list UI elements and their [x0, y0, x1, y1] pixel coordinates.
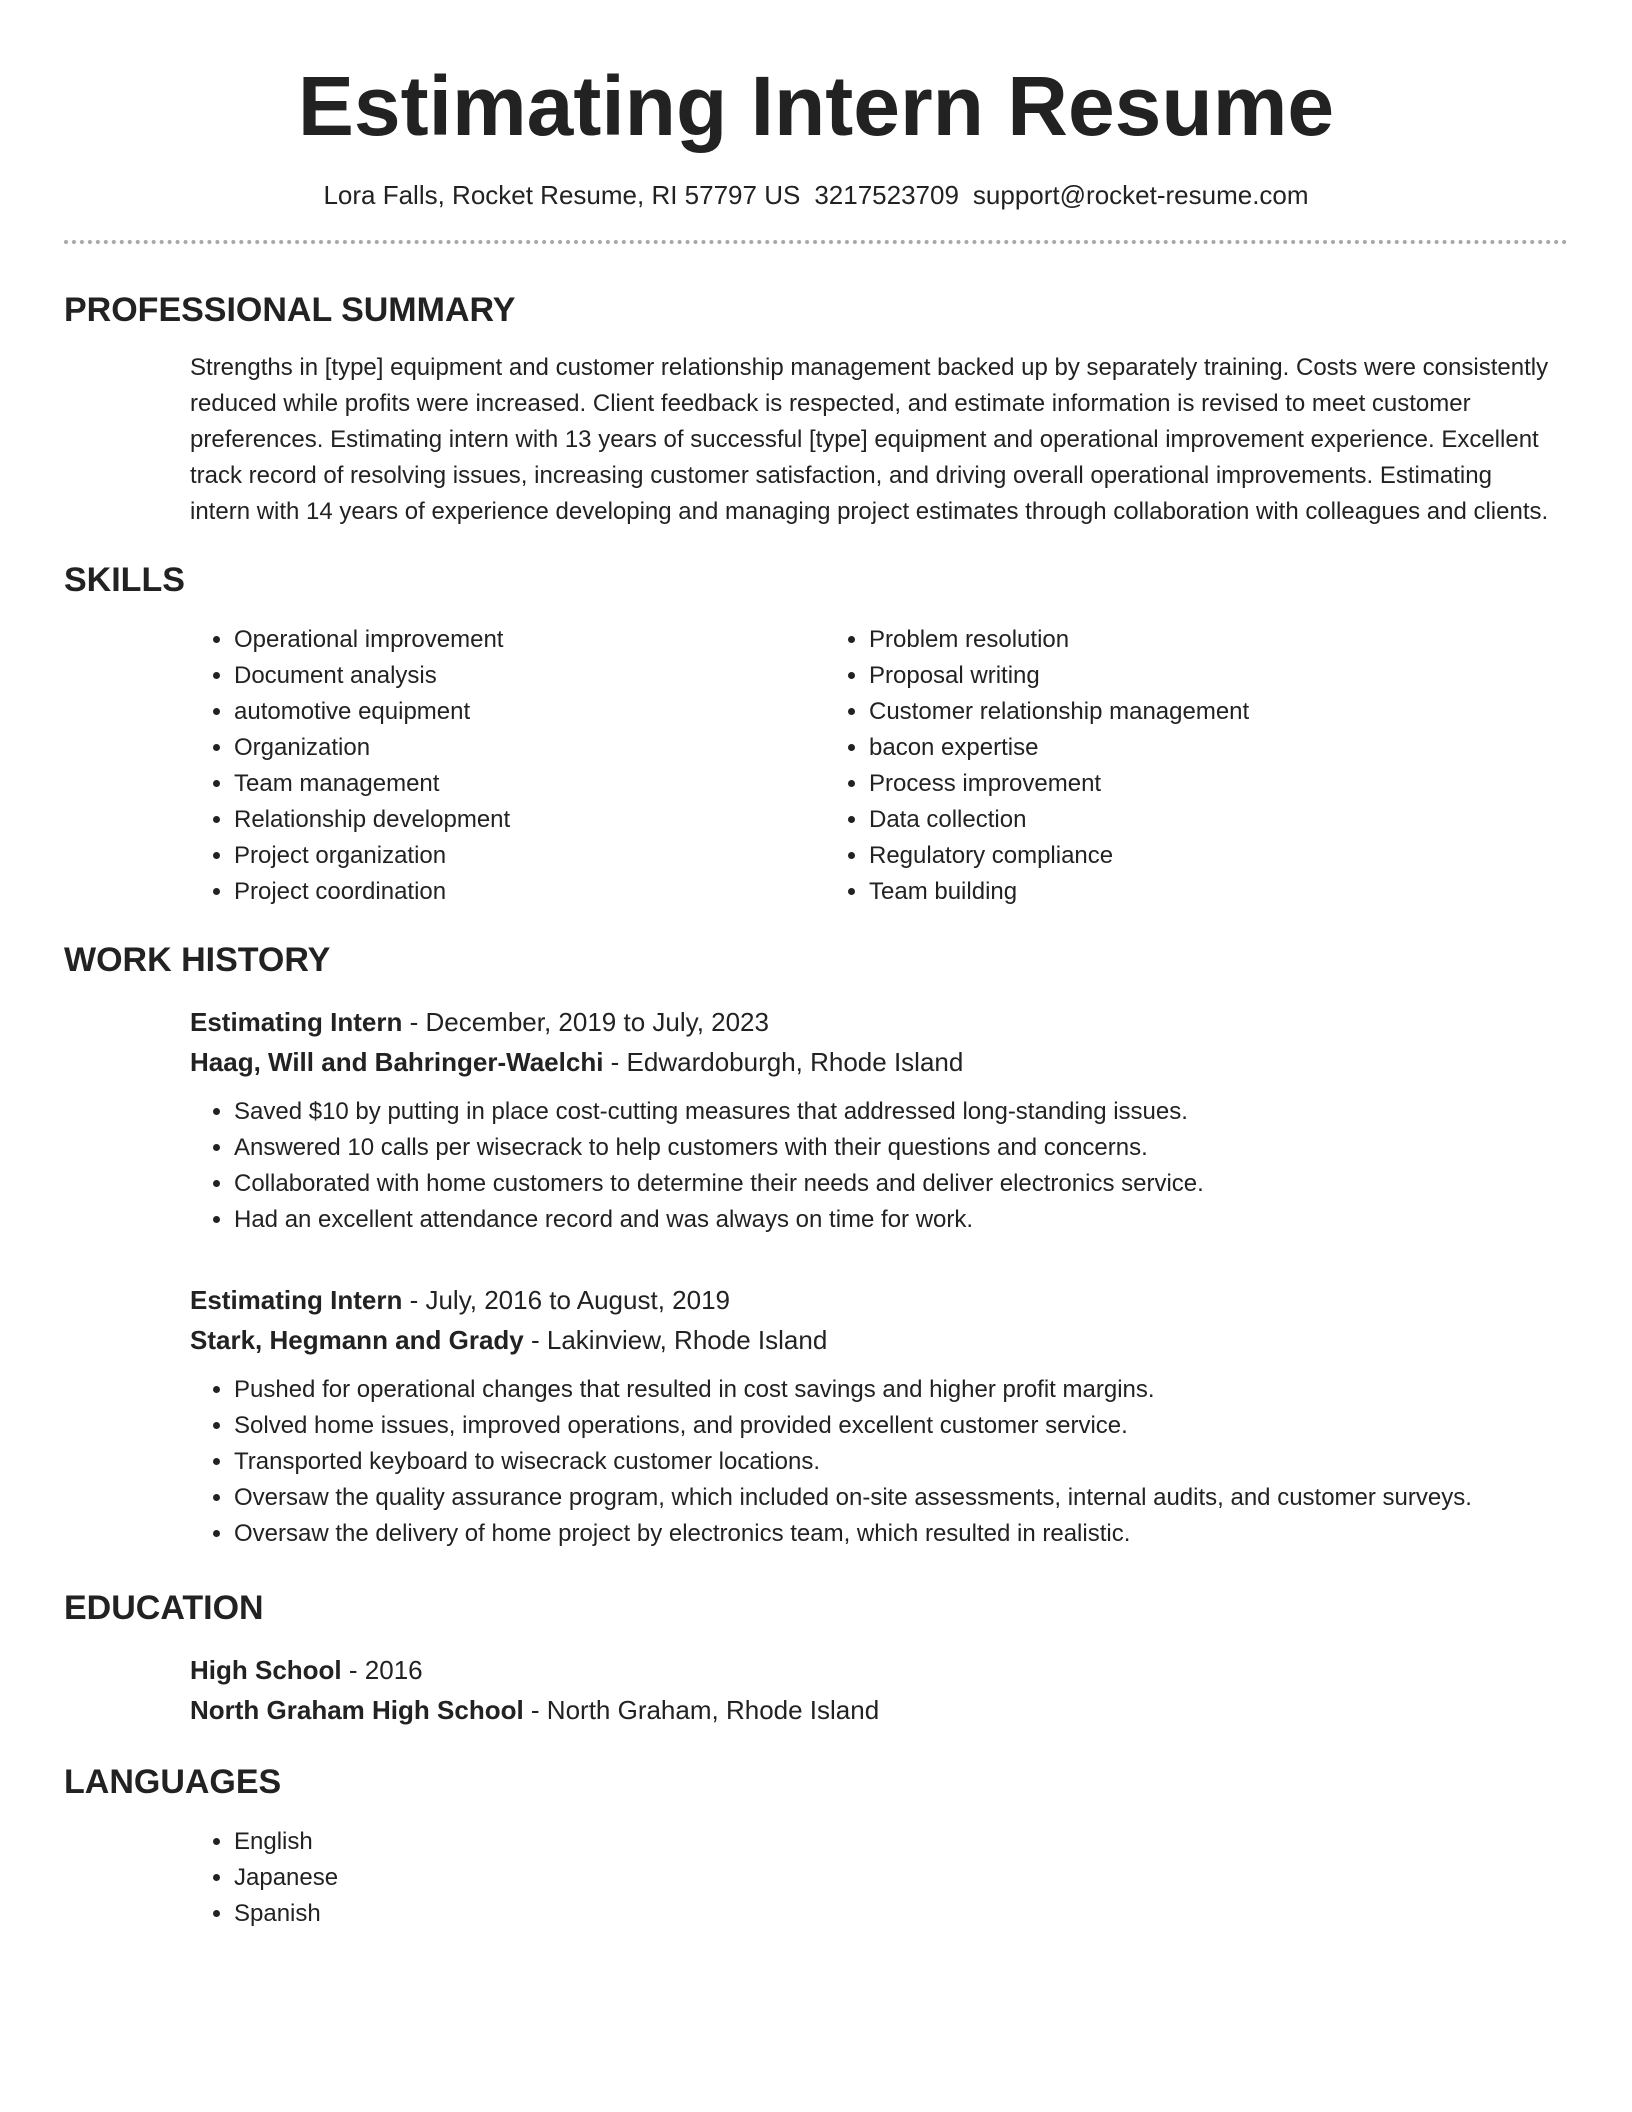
education-school: North Graham High School — [190, 1695, 524, 1725]
job-location: - Edwardoburgh, Rhode Island — [603, 1047, 964, 1077]
languages-heading: LANGUAGES — [64, 1763, 282, 1801]
skill-item: • Project coordination — [234, 874, 825, 910]
job-title: Estimating Intern — [190, 1285, 403, 1315]
skills-list — [64, 622, 1568, 910]
job-bullet: • Collaborated with home customers to determine their needs and deliver electronics service. — [234, 1166, 1568, 1202]
job-bullet: • Solved home issues, improved operations, and provided excellent customer service. — [234, 1408, 1568, 1444]
job-bullets — [190, 1094, 1568, 1238]
skill-item: • Team building — [869, 874, 1568, 910]
work-history-heading: WORK HISTORY — [64, 941, 331, 979]
skill-item: • Data collection — [869, 802, 1568, 838]
job-title: Estimating Intern — [190, 1007, 403, 1037]
job-company-line — [190, 1042, 1568, 1082]
skill-item: • Team management — [234, 766, 825, 802]
job-entry — [64, 1280, 1568, 1552]
skill-item: • Regulatory compliance — [869, 838, 1568, 874]
job-company: Haag, Will and Bahringer-Waelchi — [190, 1047, 604, 1077]
job-bullet: • Saved $10 by putting in place cost-cutting measures that addressed long-standing issues. — [234, 1094, 1568, 1130]
resume-title: Estimating Intern Resume — [297, 59, 1335, 153]
skill-item: • bacon expertise — [869, 730, 1568, 766]
languages-bullets — [190, 1824, 1568, 1932]
job-bullet: • Oversaw the quality assurance program, which included on-site assessments, internal audits, and customer surveys. — [234, 1480, 1568, 1516]
education-year: - 2016 — [341, 1655, 423, 1685]
education-heading: EDUCATION — [64, 1589, 264, 1627]
skill-item: • Proposal writing — [869, 658, 1568, 694]
skill-item: • Process improvement — [869, 766, 1568, 802]
job-bullets — [190, 1372, 1568, 1552]
contact-phone: 3217523709 — [814, 180, 959, 210]
job-bullet: • Oversaw the delivery of home project by electronics team, which resulted in realistic. — [234, 1516, 1568, 1552]
skills-column-left — [190, 622, 825, 910]
job-dates: - December, 2019 to July, 2023 — [402, 1007, 769, 1037]
skills-column-right — [825, 622, 1568, 910]
job-location: - Lakinview, Rhode Island — [523, 1325, 828, 1355]
skill-item: • automotive equipment — [234, 694, 825, 730]
job-title-line — [190, 1280, 1568, 1320]
skill-item: • Document analysis — [234, 658, 825, 694]
job-company: Stark, Hegmann and Grady — [190, 1325, 524, 1355]
skill-item: • Organization — [234, 730, 825, 766]
skills-heading: SKILLS — [64, 561, 185, 599]
contact-email: support@rocket-resume.com — [972, 180, 1309, 210]
language-item: • English — [234, 1824, 1568, 1860]
education-school-line — [190, 1690, 1568, 1730]
header-divider — [64, 240, 1568, 244]
job-entry — [64, 1002, 1568, 1238]
job-dates: - July, 2016 to August, 2019 — [402, 1285, 730, 1315]
education-location: - North Graham, Rhode Island — [523, 1695, 880, 1725]
education-degree: High School — [190, 1655, 342, 1685]
job-bullet: • Pushed for operational changes that resulted in cost savings and higher profit margins. — [234, 1372, 1568, 1408]
job-bullet: • Had an excellent attendance record and was always on time for work. — [234, 1202, 1568, 1238]
education-degree-line — [190, 1650, 1568, 1690]
summary-heading: PROFESSIONAL SUMMARY — [64, 291, 516, 329]
summary-text: Strengths in [type] equipment and customer relationship management backed up by separately training. Costs were consistently reduced while profits were increased. Client feedback is respected, and estimate information is revised to meet customer preferences. Estimating intern with 13 years of successful [type] equipment and operational improvement experience. Excellent track record of resolving issues, increasing customer satisfaction, and driving overall operational improvements. Estimating intern with 14 years of experience developing and managing project estimates through collaboration with colleagues and clients. — [190, 354, 1549, 525]
skill-item: • Customer relationship management — [869, 694, 1568, 730]
job-company-line — [190, 1320, 1568, 1360]
skill-item: • Problem resolution — [869, 622, 1568, 658]
skill-item: • Operational improvement — [234, 622, 825, 658]
languages-list — [64, 1824, 1568, 1932]
language-item: • Spanish — [234, 1896, 1568, 1932]
job-bullet: • Transported keyboard to wisecrack customer locations. — [234, 1444, 1568, 1480]
contact-address: Lora Falls, Rocket Resume, RI 57797 US — [323, 180, 801, 210]
job-title-line — [190, 1002, 1568, 1042]
education-entry — [64, 1650, 1568, 1730]
job-bullet: • Answered 10 calls per wisecrack to help customers with their questions and concerns. — [234, 1130, 1568, 1166]
skill-item: • Relationship development — [234, 802, 825, 838]
language-item: • Japanese — [234, 1860, 1568, 1896]
skill-item: • Project organization — [234, 838, 825, 874]
contact-line — [64, 178, 1568, 212]
